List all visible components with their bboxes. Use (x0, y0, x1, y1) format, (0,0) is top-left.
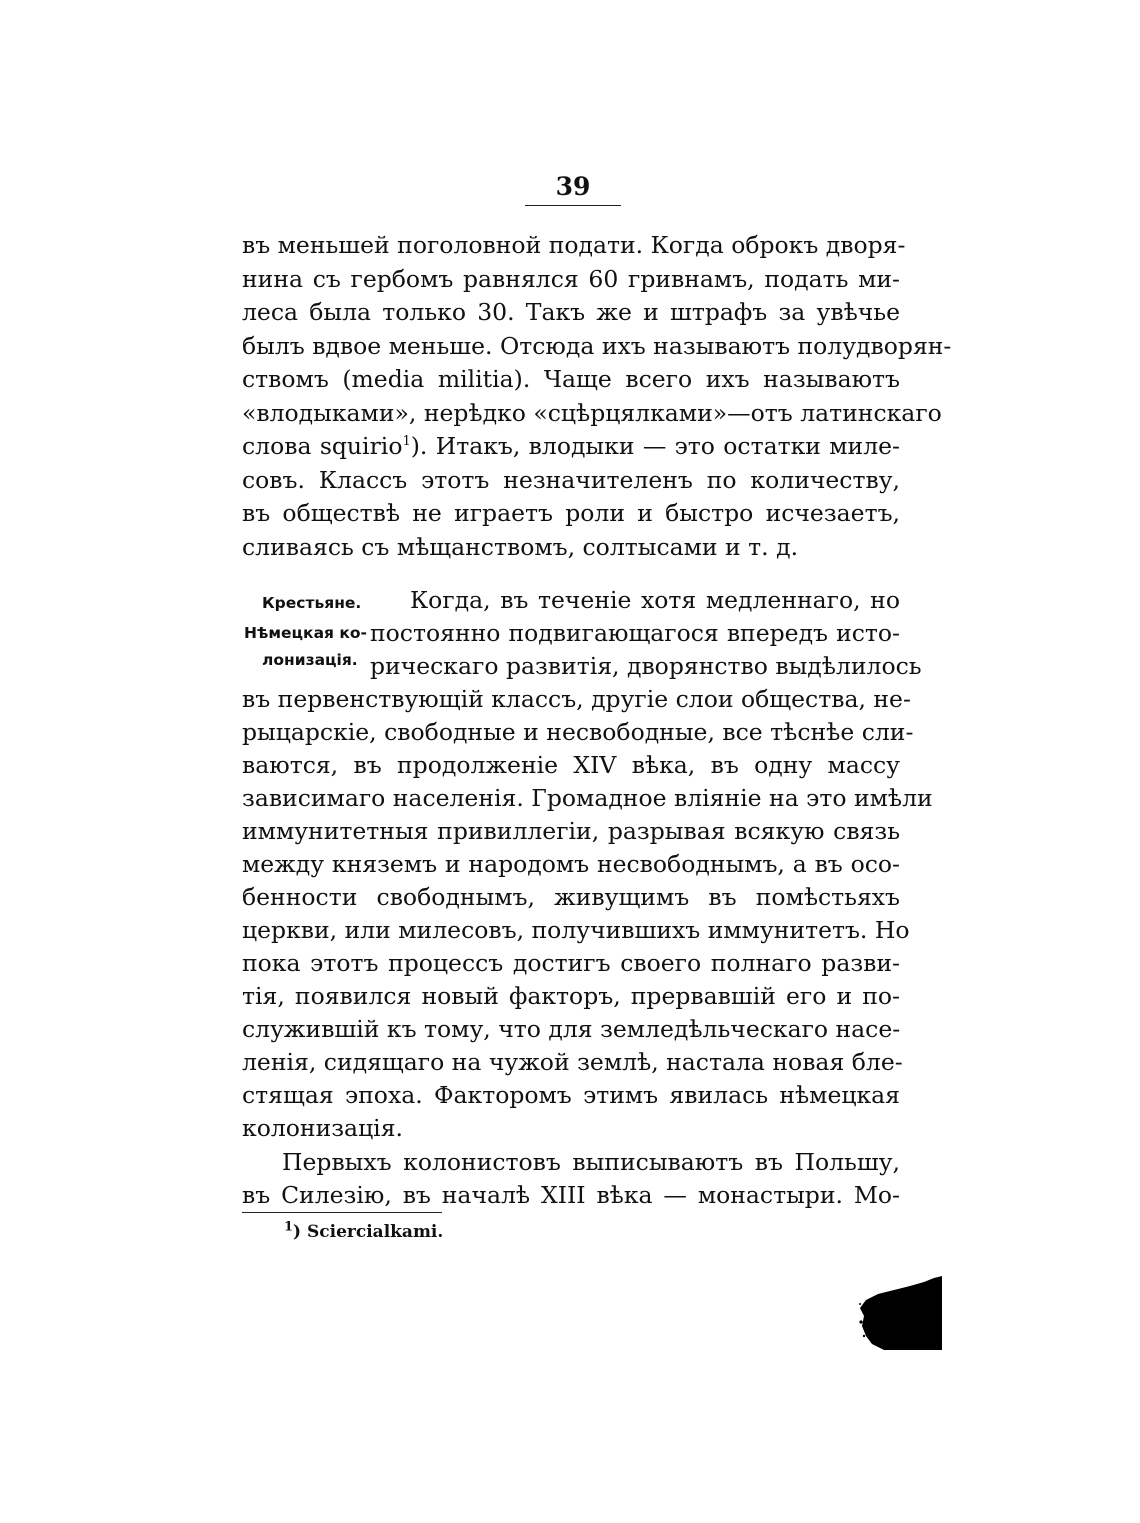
latin-term: squirio (319, 432, 403, 460)
text-line: зависимаго населенія. Громадное вліяніе на это имѣли (242, 784, 933, 812)
text-line: ствомъ (media militia). Чаще всего ихъ называютъ (242, 365, 900, 393)
text-line: пока этотъ процессъ достигъ своего полнаго разви- (242, 949, 900, 977)
text-line: въ Силезію, въ началѣ XIII вѣка — монастыри. Мо- (242, 1181, 900, 1209)
sidenote-peasants: Крестьяне. (262, 594, 362, 612)
text-line: Первыхъ колонистовъ выписываютъ въ Польшу, (282, 1148, 900, 1176)
page-number: 39 (555, 172, 591, 201)
text-line: постоянно подвигающагося впередъ исто- (370, 619, 900, 647)
text-line: въ обществѣ не играетъ роли и быстро исчезаетъ, (242, 499, 900, 527)
text-line: стящая эпоха. Факторомъ этимъ явилась нѣмецкая (242, 1081, 900, 1109)
text-line: ваются, въ продолженіе XIV вѣка, въ одну массу (242, 751, 900, 779)
footnote-text: ) Sciercialkami. (293, 1222, 444, 1242)
text-line: рическаго развитія, дворянство выдѣлилось (370, 652, 922, 680)
text-line: нина съ гербомъ равнялся 60 гривнамъ, подать ми- (242, 265, 900, 293)
text-fragment: слова (242, 432, 320, 460)
footnote (284, 1220, 443, 1244)
text-line: между княземъ и народомъ несвободнымъ, а въ осо- (242, 850, 900, 878)
footnote-number: 1 (284, 1219, 294, 1235)
sidenote-german-colonization-cont: лонизація. (262, 651, 358, 669)
ink-speck (863, 1335, 865, 1337)
text-line: ленія, сидящаго на чужой землѣ, настала новая бле- (242, 1048, 903, 1076)
ink-speck (859, 1320, 862, 1323)
ink-blot-shape (860, 1276, 942, 1350)
text-line: «влодыками», нерѣдко «сцѣрцялками»—отъ латинскаго (242, 399, 942, 427)
text-line: Когда, въ теченіе хотя медленнаго, но (410, 586, 900, 614)
sidenote-german-colonization: Нѣмецкая ко- (244, 624, 367, 642)
ink-blot-mark (858, 1276, 942, 1350)
footnote-rule (242, 1212, 442, 1213)
text-line: леса была только 30. Такъ же и штрафъ за увѣчье (242, 298, 900, 326)
text-line: церкви, или милесовъ, получившихъ иммунитетъ. Но (242, 916, 910, 944)
page-number-rule (525, 205, 621, 206)
text-line: въ первенствующій классъ, другіе слои общества, не- (242, 685, 911, 713)
text-line: колонизація. (242, 1114, 403, 1142)
ink-speck (859, 1303, 861, 1305)
text-line: иммунитетныя привиллегіи, разрывая всякую связь (242, 817, 900, 845)
footnote-marker: 1 (402, 434, 411, 450)
text-line: тія, появился новый факторъ, прервавшій его и по- (242, 982, 900, 1010)
text-line (242, 430, 900, 463)
text-line: совъ. Классъ этотъ незначителенъ по количеству, (242, 466, 900, 494)
text-line: служившій къ тому, что для земледѣльческаго насе- (242, 1015, 901, 1043)
text-line: сливаясь съ мѣщанствомъ, солтысами и т. д. (242, 533, 799, 561)
text-line: бенности свободнымъ, живущимъ въ помѣстьяхъ (242, 883, 900, 911)
text-line: рыцарскіе, свободные и несвободные, все тѣснѣе сли- (242, 718, 914, 746)
text-line: былъ вдвое меньше. Отсюда ихъ называютъ полудворян- (242, 332, 952, 360)
text-line: въ меньшей поголовной подати. Когда оброкъ дворя- (242, 231, 906, 259)
text-fragment: ). Итакъ, влодыки — это остатки миле- (410, 432, 900, 460)
